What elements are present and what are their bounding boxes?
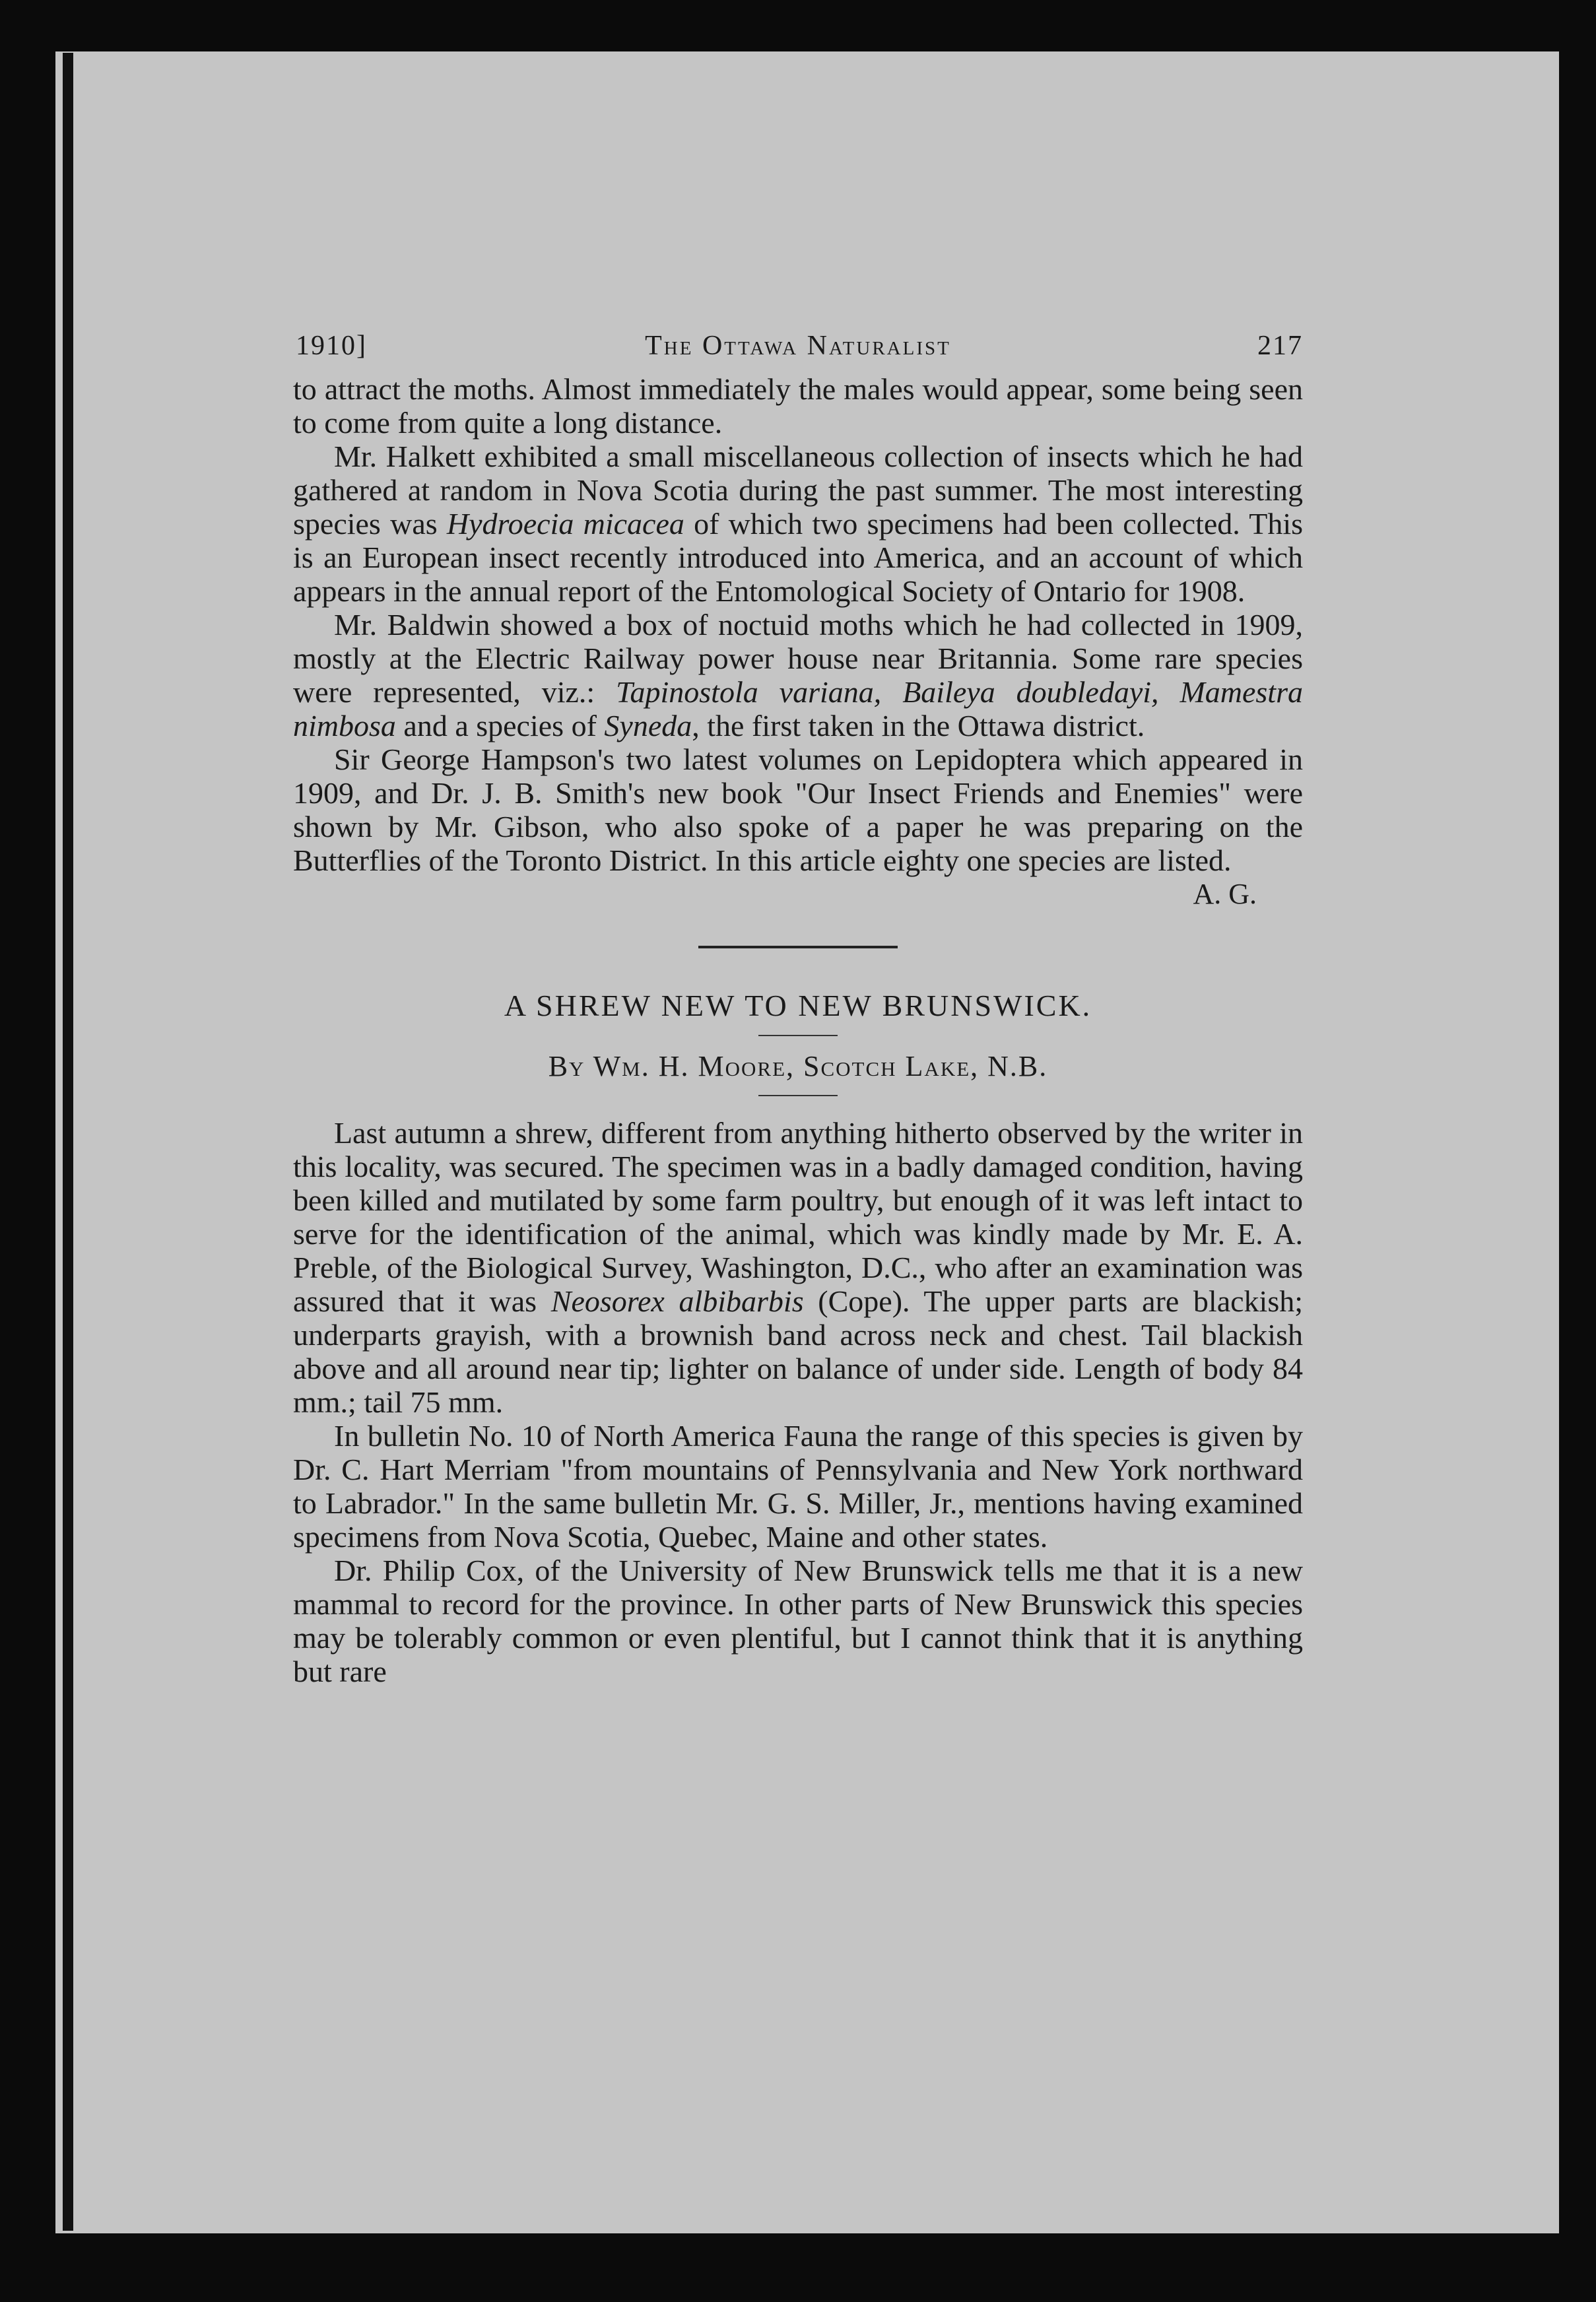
article-title: A SHREW NEW TO NEW BRUNSWICK. — [504, 989, 1092, 1022]
header-year: 1910] — [296, 331, 367, 361]
italic-species-name: Neosorex albibarbis — [550, 1284, 804, 1318]
byline-rule — [758, 1095, 838, 1096]
text-run: In bulletin No. 10 of North America Fauna the range of this species is given by Dr. C. Hart Merriam "from mountains of Pennsylvania and New York northward to Labrador." In the same bulletin Mr. G. S. Miller, Jr., mentions having examined specimens from Nova Scotia, Quebec, Maine and other states. — [293, 1419, 1303, 1554]
italic-species-name: Hydroecia micacea — [446, 507, 684, 541]
header-journal-title: The Ottawa Naturalist — [645, 331, 951, 361]
text-run: and a species of — [395, 709, 605, 742]
proceedings-text — [293, 372, 1303, 877]
running-header — [293, 330, 1303, 372]
paragraph — [293, 608, 1303, 742]
paragraph — [293, 1554, 1303, 1688]
paragraph — [293, 440, 1303, 608]
title-rule — [758, 1035, 838, 1036]
text-run: Sir George Hampson's two latest volumes on Lepidoptera which appeared in 1909, and Dr. J. B. Smith's new book "Our Insect Friends and Enemies" were shown by Mr. Gibson, who also spoke of a paper he was preparing on the Butterflies of the Toronto District. In this article eighty one species are listed. — [293, 742, 1303, 877]
section-divider — [698, 946, 898, 948]
page-text-area — [293, 330, 1303, 1688]
text-run: (Cope). The upper parts are blackish; underparts grayish, with a brownish band across neck and chest. Tail blackish above and all around near tip; lighter on balance of under side. Length of body 84 mm.; tail 75 mm. — [293, 1284, 1304, 1419]
paragraph — [293, 1116, 1303, 1419]
text-run: , the first taken in the Ottawa district. — [692, 709, 1145, 742]
italic-species-name: Syneda — [604, 709, 692, 742]
text-run: Mr. Baldwin showed a box of noctuid moths which he had collected in 1909, mostly at the Electric Railway power house near Britannia. Some rare species were represented, viz.: — [293, 608, 1303, 709]
article-byline: By Wm. H. Moore, Scotch Lake, N.B. — [548, 1050, 1048, 1082]
paragraph — [293, 372, 1303, 440]
header-page-number: 217 — [1257, 331, 1303, 361]
article-body — [293, 1116, 1303, 1688]
author-initials: A. G. — [1193, 878, 1257, 910]
binding-edge — [63, 53, 73, 2231]
paragraph — [293, 1419, 1303, 1554]
text-run: Mr. Halkett exhibited a small miscellaneous collection of insects which he had gathered at random in Nova Scotia during the past summer. The most interesting species was — [293, 440, 1303, 541]
text-run: Last autumn a shrew, different from anything hitherto observed by the writer in this locality, was secured. The specimen was in a badly damaged condition, having been killed and mutilated by some farm poultry, but enough of it was left intact to serve for the identification of the animal, which was kindly made by Mr. E. A. Preble, of the Biological Survey, Washington, D.C., who after an examination was assured that it was — [293, 1116, 1303, 1318]
paragraph — [293, 742, 1303, 877]
italic-species-name: Tapinostola variana, Baileya doubledayi, Mamestra nimbosa — [293, 675, 1303, 742]
text-run: Dr. Philip Cox, of the University of New Brunswick tells me that it is a new mammal to record for the province. In other parts of New Brunswick this species may be tolerably common or even plentiful, but I cannot think that it is anything but rare — [293, 1554, 1303, 1688]
text-run: of which two specimens had been collected. This is an European insect recently introduced into America, and an account of which appears in the annual report of the Entomological Society of Ontario for 1908. — [293, 507, 1304, 608]
text-run: to attract the moths. Almost immediately the males would appear, some being seen to come from quite a long distance. — [293, 372, 1303, 440]
